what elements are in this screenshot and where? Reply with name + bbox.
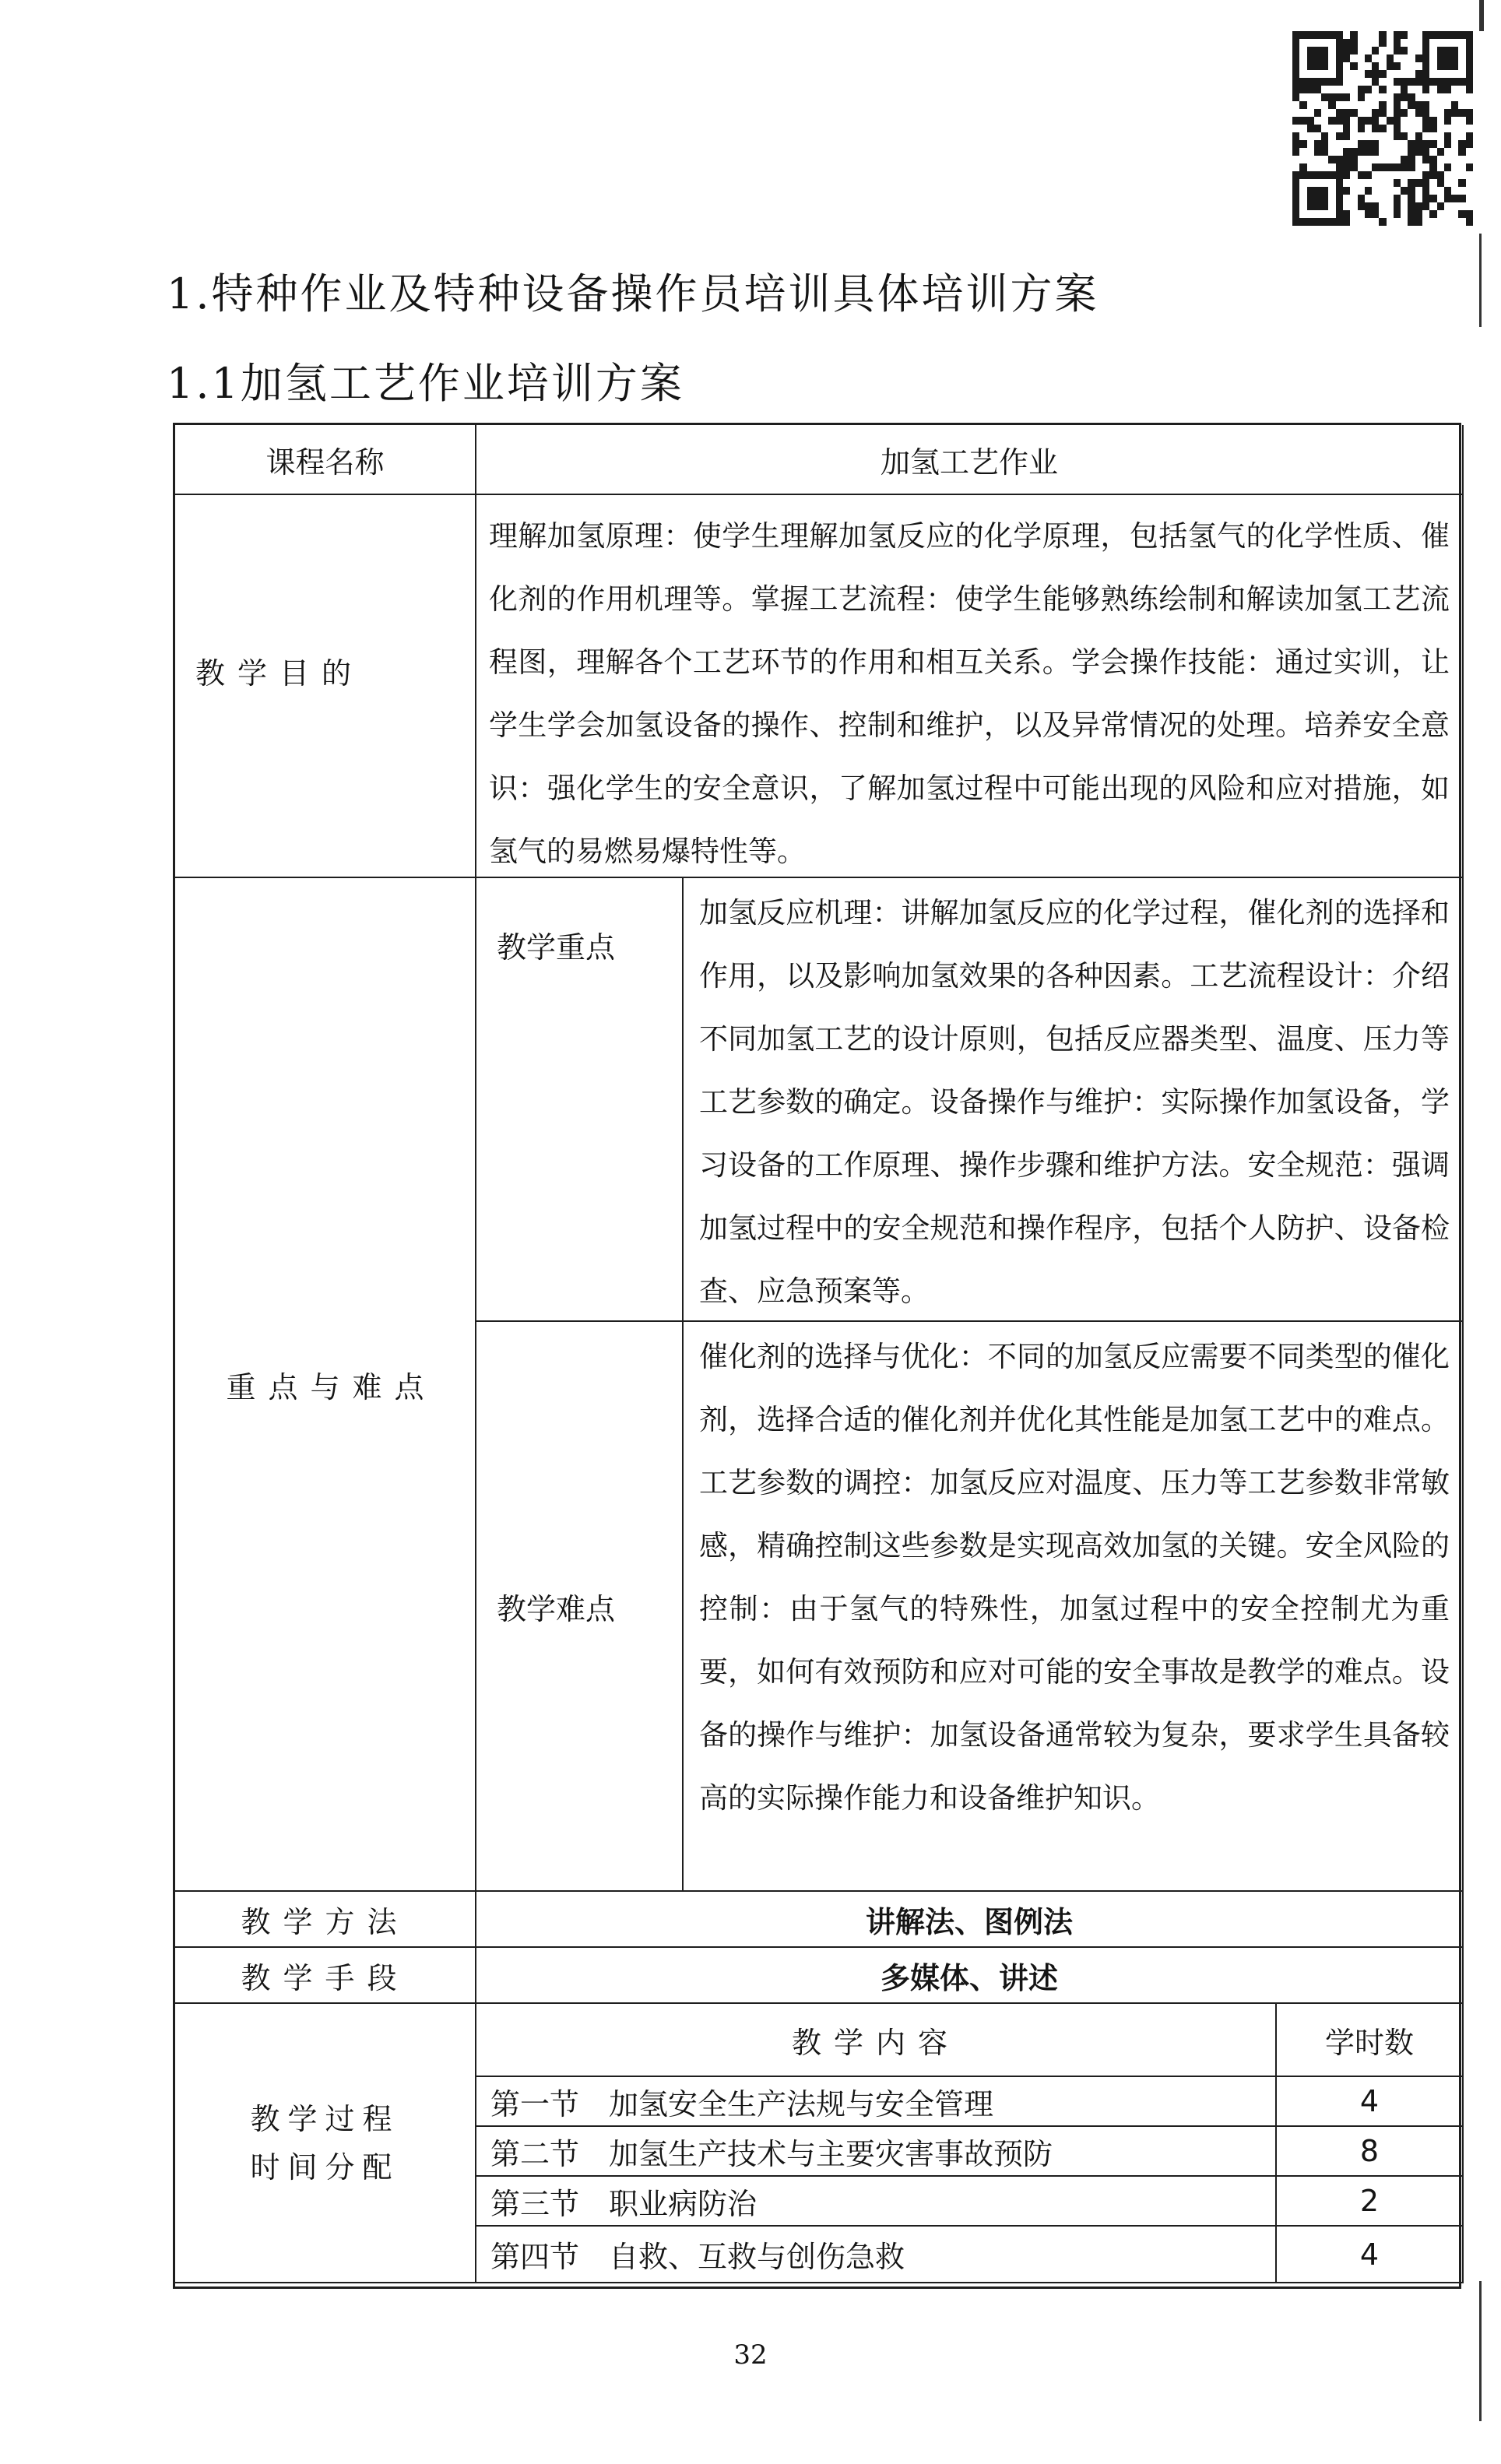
method-label: 教学方法 xyxy=(175,1892,476,1948)
course-name-value: 加氢工艺作业 xyxy=(476,425,1464,495)
key-label: 教学重点 xyxy=(476,878,684,1322)
section-title: 第一节 加氢安全生产法规与安全管理 xyxy=(476,2077,1277,2127)
training-plan-table xyxy=(173,423,1461,2289)
section-hours: 2 xyxy=(1277,2177,1464,2227)
subsection-heading: 1.1加氢工艺作业培训方案 xyxy=(167,359,684,408)
content-header: 教学内容 xyxy=(476,2004,1277,2077)
difficult-text: 催化剂的选择与优化：不同的加氢反应需要不同类型的催化剂，选择合适的催化剂并优化其性能是加氢工艺中的难点。工艺参数的调控：加氢反应对温度、压力等工艺参数非常敏感，精确控制这些参数是实现高效加氢的关键。安全风险的控制：由于氢气的特殊性，加氢过程中的安全控制尤为重要，如何有效预防和应对可能的安全事故是教学的难点。设备的操作与维护：加氢设备通常较为复杂，要求学生具备较高的实际操作能力和设备维护知识。 xyxy=(684,1322,1464,1892)
course-name-label: 课程名称 xyxy=(175,425,476,495)
section-title: 第二节 加氢生产技术与主要灾害事故预防 xyxy=(476,2127,1277,2177)
scan-edge-mark xyxy=(1479,0,1484,31)
means-label: 教学手段 xyxy=(175,1948,476,2004)
section-hours: 4 xyxy=(1277,2227,1464,2283)
hours-header: 学时数 xyxy=(1277,2004,1464,2077)
section-hours: 4 xyxy=(1277,2077,1464,2127)
section-title: 第三节 职业病防治 xyxy=(476,2177,1277,2227)
goal-text: 理解加氢原理：使学生理解加氢反应的化学原理，包括氢气的化学性质、催化剂的作用机理等。掌握工艺流程：使学生能够熟练绘制和解读加氢工艺流程图，理解各个工艺环节的作用和相互关系。学会操作技能：通过实训，让学生学会加氢设备的操作、控制和维护，以及异常情况的处理。培养安全意识：强化学生的安全意识，了解加氢过程中可能出现的风险和应对措施，如氢气的易燃易爆特性等。 xyxy=(476,495,1464,878)
process-label-line2: 时间分配 xyxy=(250,2149,400,2185)
key-difficult-label: 重点与难点 xyxy=(175,878,476,1892)
section-heading: 1.特种作业及特种设备操作员培训具体培训方案 xyxy=(167,269,1099,318)
section-title: 第四节 自救、互救与创伤急救 xyxy=(476,2227,1277,2283)
section-hours: 8 xyxy=(1277,2127,1464,2177)
process-time-label xyxy=(175,2004,476,2283)
key-text: 加氢反应机理：讲解加氢反应的化学过程，催化剂的选择和作用，以及影响加氢效果的各种因素。工艺流程设计：介绍不同加氢工艺的设计原则，包括反应器类型、温度、压力等工艺参数的确定。设备操作与维护：实际操作加氢设备，学习设备的工作原理、操作步骤和维护方法。安全规范：强调加氢过程中的安全规范和操作程序，包括个人防护、设备检查、应急预案等。 xyxy=(684,878,1464,1322)
page-number: 32 xyxy=(733,2339,768,2371)
scan-edge-mark xyxy=(1479,234,1482,327)
difficult-label: 教学难点 xyxy=(476,1322,684,1892)
process-label-line1: 教学过程 xyxy=(250,2101,400,2136)
method-value: 讲解法、图例法 xyxy=(476,1892,1464,1948)
means-value: 多媒体、讲述 xyxy=(476,1948,1464,2004)
qr-code xyxy=(1292,31,1473,226)
goal-label: 教学目的 xyxy=(175,495,476,878)
